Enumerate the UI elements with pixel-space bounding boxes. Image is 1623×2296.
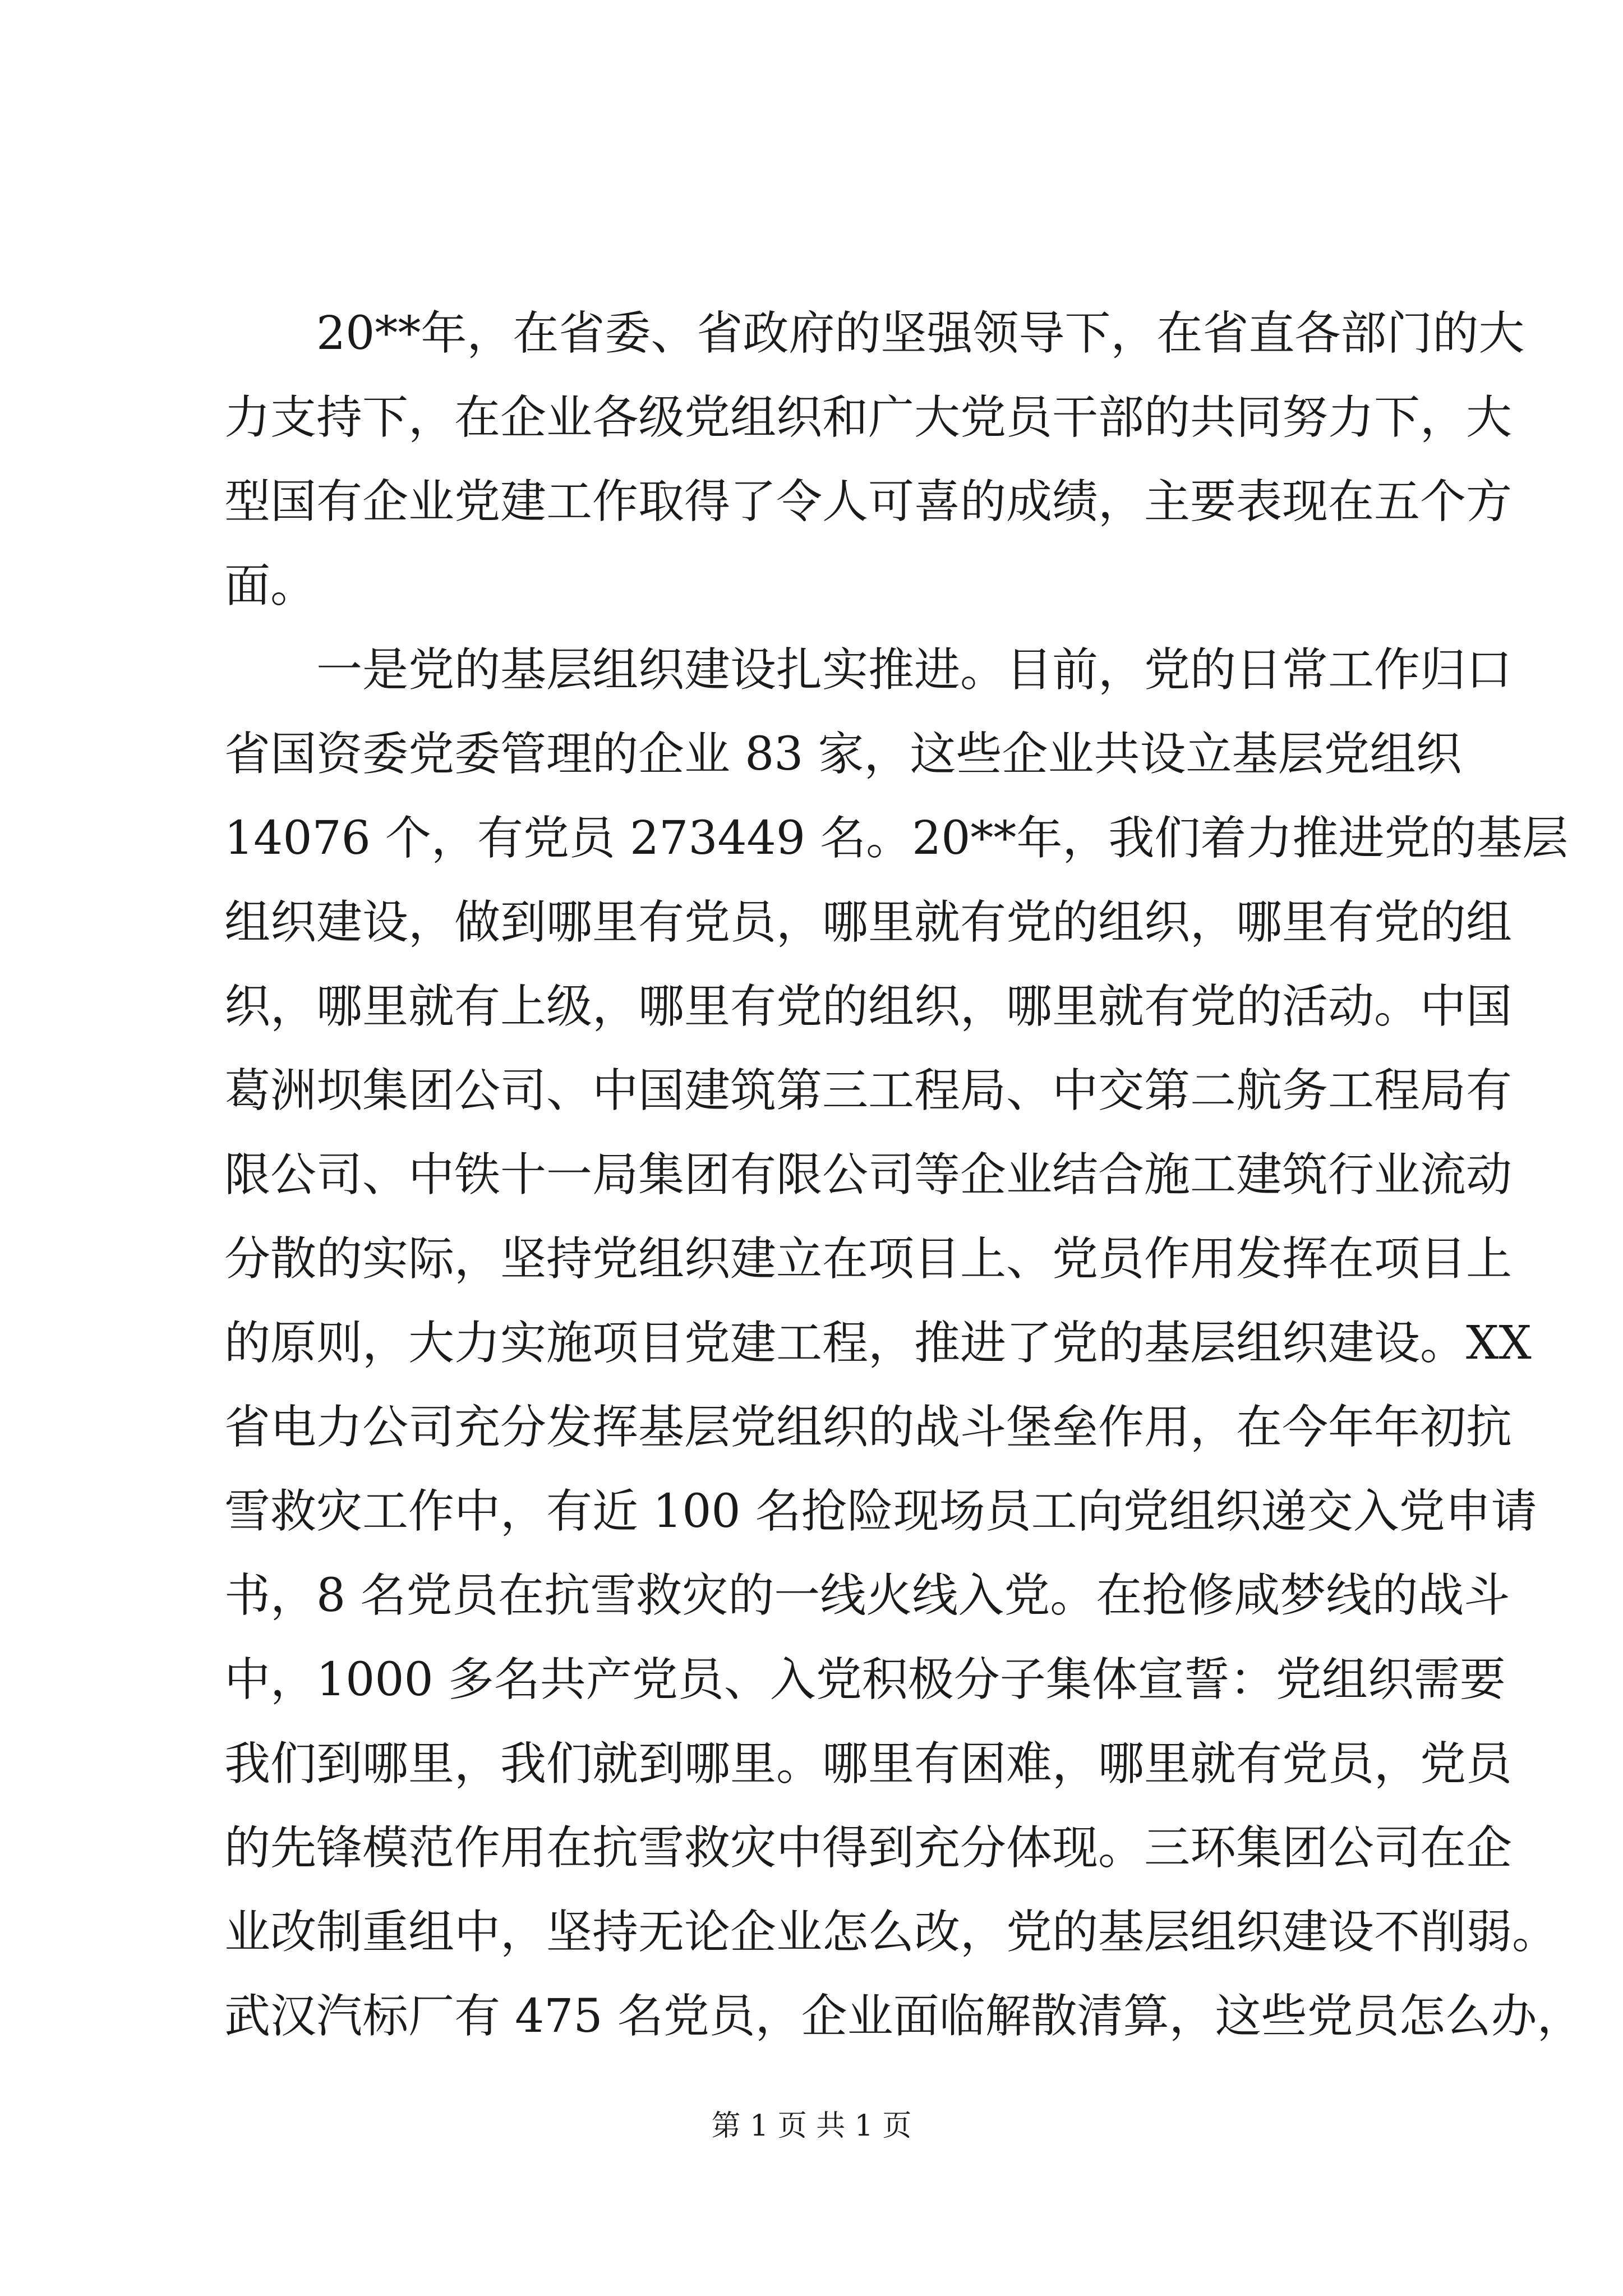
text-line: 我们到哪里，我们就到哪里。哪里有困难，哪里就有党员，党员 — [224, 1737, 1513, 1791]
text-line: 中，1000 多名共产党员、入党积极分子集体宣誓：党组织需要 — [224, 1653, 1506, 1706]
text-line: 14076 个，有党员 273449 名。20**年，我们着力推进党的基层 — [224, 812, 1569, 865]
text-line: 省国资委党委管理的企业 83 家，这些企业共设立基层党组织 — [224, 728, 1462, 781]
text-line: 力支持下，在企业各级党组织和广大党员干部的共同努力下，大 — [224, 391, 1513, 444]
text-line: 的先锋模范作用在抗雪救灾中得到充分体现。三环集团公司在企 — [224, 1821, 1513, 1875]
text-line: 的原则，大力实施项目党建工程，推进了党的基层组织建设。XX — [224, 1317, 1532, 1370]
text-line: 织，哪里就有上级，哪里有党的组织，哪里就有党的活动。中国 — [224, 980, 1513, 1033]
text-line: 书，8 名党员在抗雪救灾的一线火线入党。在抢修咸梦线的战斗 — [224, 1569, 1510, 1622]
text-line: 面。 — [224, 559, 317, 613]
text-line: 雪救灾工作中，有近 100 名抢险现场员工向党组织递交入党申请 — [224, 1485, 1537, 1538]
text-line: 武汉汽标厂有 475 名党员，企业面临解散清算，这些党员怎么办， — [224, 1990, 1583, 2043]
page-footer: 第 1 页 共 1 页 — [711, 2109, 912, 2143]
document-body — [224, 292, 1583, 2059]
text-line: 一是党的基层组织建设扎实推进。目前，党的日常工作归口 — [316, 643, 1513, 697]
text-line: 葛洲坝集团公司、中国建筑第三工程局、中交第二航务工程局有 — [224, 1064, 1513, 1117]
text-line: 省电力公司充分发挥基层党组织的战斗堡垒作用，在今年年初抗 — [224, 1401, 1513, 1454]
text-line: 型国有企业党建工作取得了令人可喜的成绩，主要表现在五个方 — [224, 475, 1513, 528]
text-line: 组织建设，做到哪里有党员，哪里就有党的组织，哪里有党的组 — [224, 896, 1513, 949]
text-line: 20**年，在省委、省政府的坚强领导下，在省直各部门的大 — [316, 307, 1525, 360]
text-line: 业改制重组中，坚持无论企业怎么改，党的基层组织建设不削弱。 — [224, 1906, 1559, 1959]
text-line: 限公司、中铁十一局集团有限公司等企业结合施工建筑行业流动 — [224, 1148, 1513, 1202]
text-line: 分散的实际，坚持党组织建立在项目上、党员作用发挥在项目上 — [224, 1232, 1513, 1286]
